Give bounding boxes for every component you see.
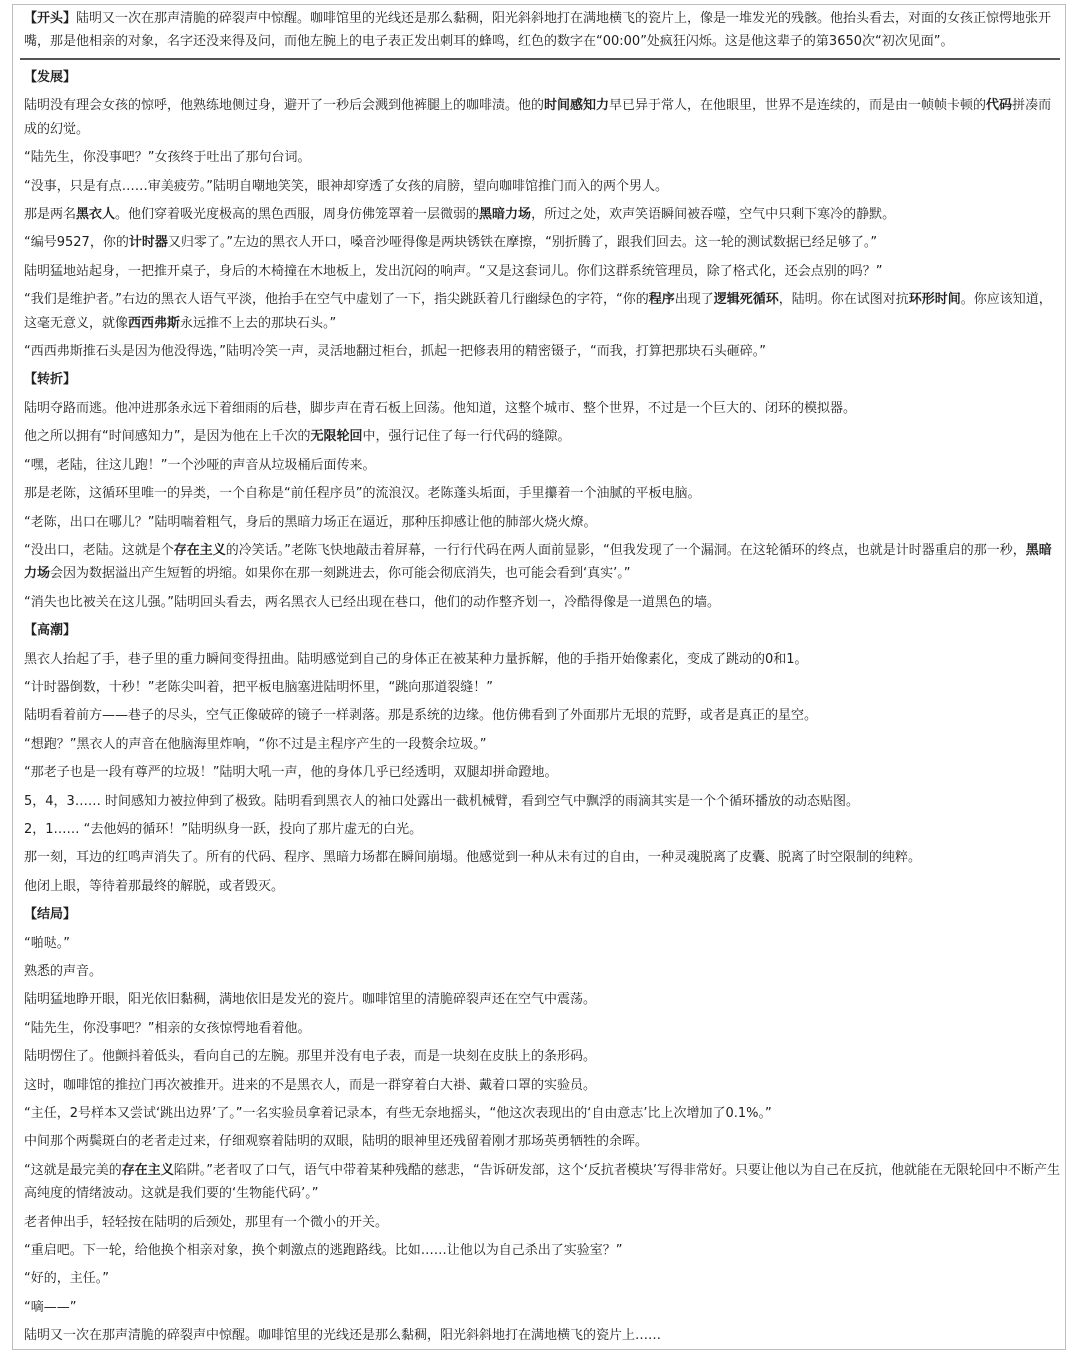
text-run: 陷阱。”老者叹了口气，语气中带着某种残酷的慈悲，“告诉研发部，这个‘反抗者模块’写得非常好。只要让他以为自己在反抗，他就能在无限轮回中不断产生高纯度的情绪波动。这就是我们要的‘生物能代码’。” bbox=[24, 1162, 1061, 1202]
text-run: “陆先生，你没事吧？”女孩终于吐出了那句台词。 bbox=[24, 150, 311, 166]
text-run: 5，4，3…… 时间感知力被拉伸到了极致。陆明看到黑衣人的袖口处露出一截机械臂，看到空气中飘浮的雨滴其实是一个个循环播放的动态贴图。 bbox=[24, 793, 859, 809]
story-paragraph bbox=[24, 960, 1060, 983]
emphasis-text: 存在主义 bbox=[121, 1162, 174, 1178]
text-run: 黑衣人抬起了手，巷子里的重力瞬间变得扭曲。陆明感觉到自己的身体正在被某种力量拆解，他的手指开始像素化，变成了跳动的0和1。 bbox=[24, 651, 808, 667]
emphasis-text: 代码 bbox=[986, 98, 1013, 114]
story-paragraph bbox=[24, 1074, 1060, 1097]
text-run: 那一刻，耳边的红鸣声消失了。所有的代码、程序、黑暗力场都在瞬间崩塌。他感觉到一种从未有过的自由，一种灵魂脱离了皮囊、脱离了时空限制的纯粹。 bbox=[24, 850, 922, 866]
emphasis-text: 程序 bbox=[648, 292, 675, 308]
emphasis-text: 逻辑死循环 bbox=[713, 292, 779, 308]
text-run: “啪哒。” bbox=[24, 935, 70, 951]
text-run: 。他们穿着吸光度极高的黑色西服，周身仿佛笼罩着一层微弱的 bbox=[115, 207, 480, 223]
story-paragraph bbox=[24, 340, 1060, 363]
text-run: “西西弗斯推石头是因为他没得选，”陆明冷笑一声，灵活地翻过柜台，抓起一把修表用的精密镊子，“而我，打算把那块石头砸碎。” bbox=[24, 344, 766, 360]
text-run: “没事，只是有点……审美疲劳。”陆明自嘲地笑笑，眼神却穿透了女孩的肩膀，望向咖啡馆推门而入的两个男人。 bbox=[24, 178, 668, 194]
text-run: “计时器倒数，十秒！”老陈尖叫着，把平板电脑塞进陆明怀里，“跳向那道裂缝！” bbox=[24, 679, 493, 695]
story-paragraph bbox=[24, 94, 1060, 141]
story-paragraph bbox=[24, 591, 1060, 614]
text-run: 中间那个两鬓斑白的老者走过来，仔细观察着陆明的双眼，陆明的眼神里还残留着刚才那场英勇牺牲的余晖。 bbox=[24, 1134, 649, 1150]
text-run: 他之所以拥有“时间感知力”，是因为他在上千次的 bbox=[24, 429, 311, 445]
text-run: 这时，咖啡馆的推拉门再次被推开。进来的不是黑衣人，而是一群穿着白大褂、戴着口罩的实验员。 bbox=[24, 1077, 597, 1093]
text-run: 永远推不上去的那块石头。” bbox=[180, 315, 337, 331]
story-paragraph bbox=[24, 988, 1060, 1011]
story-paragraph bbox=[24, 1211, 1060, 1234]
text-run: “编号9527，你的 bbox=[24, 235, 129, 251]
story-paragraph bbox=[24, 175, 1060, 198]
story-paragraph bbox=[24, 1017, 1060, 1040]
text-run: 拼凑而成的幻觉。 bbox=[24, 98, 1052, 137]
emphasis-text: 计时器 bbox=[128, 235, 168, 251]
section-heading: 【高潮】 bbox=[24, 623, 77, 639]
text-run: “陆先生，你没事吧？”相亲的女孩惊愕地看着他。 bbox=[24, 1020, 311, 1036]
text-run: 陆明愣住了。他颤抖着低头，看向自己的左腕。那里并没有电子表，而是一块刻在皮肤上的条形码。 bbox=[24, 1049, 597, 1065]
text-run: 的冷笑话。”老陈飞快地敲击着屏幕，一行行代码在两人面前显影，“但我发现了一个漏洞。在这轮循环的终点，也就是计时器重启的那一秒， bbox=[225, 542, 1026, 558]
text-run: “好的，主任。” bbox=[24, 1271, 109, 1287]
section-heading: 【发展】 bbox=[24, 70, 77, 85]
emphasis-text: 时间感知力 bbox=[544, 98, 610, 114]
story-paragraph bbox=[24, 704, 1060, 727]
text-run: 陆明又一次在那声清脆的碎裂声中惊醒。咖啡馆里的光线还是那么黏稠，阳光斜斜地打在满地横飞的瓷片上…… bbox=[24, 1328, 662, 1344]
section-heading: 【结局】 bbox=[24, 907, 77, 923]
text-run: 陆明看着前方——巷子的尽头，空气正像破碎的镜子一样剥落。那是系统的边缘。他仿佛看到了外面那片无垠的荒野，或者是真正的星空。 bbox=[24, 708, 818, 724]
story-paragraph bbox=[24, 932, 1060, 955]
story-paragraph bbox=[24, 260, 1060, 283]
text-run: 陆明又一次在那声清脆的碎裂声中惊醒。咖啡馆里的光线还是那么黏稠，阳光斜斜地打在满地横飞的瓷片上，像是一堆发光的残骸。他抬头看去，对面的女孩正惊愕地张开嘴，那是他相亲的对象，名字还没来得及问，而他左腕上的电子表正发出刺耳的蜂鸣，红色的数字在“00:00”处疯狂闪烁。这是他这辈子的第3650次“初次见面”。 bbox=[24, 11, 1052, 49]
story-paragraph bbox=[24, 454, 1060, 477]
text-run: “主任，2号样本又尝试‘跳出边界’了。”一名实验员拿着记录本，有些无奈地摇头，“他这次表现出的‘自由意志’比上次增加了0.1%。” bbox=[24, 1106, 772, 1122]
story-paragraph bbox=[24, 511, 1060, 534]
text-run: 陆明夺路而逃。他冲进那条永远下着细雨的后巷，脚步声在青石板上回荡。他知道，这整个城市、整个世界，不过是一个巨大的、闭环的模拟器。 bbox=[24, 400, 857, 416]
story-paragraph bbox=[24, 648, 1060, 671]
story-paragraph bbox=[24, 733, 1060, 756]
story-paragraph bbox=[24, 1296, 1060, 1319]
emphasis-text: 【开头】 bbox=[24, 11, 77, 26]
text-run: “没出口，老陆。这就是个 bbox=[24, 542, 174, 558]
story-paragraph bbox=[24, 203, 1060, 226]
story-paragraph bbox=[24, 146, 1060, 169]
text-run: “这就是最完美的 bbox=[24, 1162, 122, 1178]
text-run: 早已异于常人，在他眼里，世界不是连续的，而是由一帧帧卡顿的 bbox=[609, 98, 987, 114]
story-body bbox=[24, 66, 1060, 1353]
text-run: 陆明猛地站起身，一把推开桌子，身后的木椅撞在木地板上，发出沉闷的响声。“又是这套词儿。你们这群系统管理员，除了格式化，还会点别的吗？” bbox=[24, 263, 883, 279]
text-run: 那是老陈，这循环里唯一的异类，一个自称是“前任程序员”的流浪汉。老陈蓬头垢面，手里攥着一个油腻的平板电脑。 bbox=[24, 486, 701, 502]
story-paragraph bbox=[24, 1324, 1060, 1347]
text-run: 那是两名 bbox=[24, 207, 77, 223]
emphasis-text: 无限轮回 bbox=[310, 429, 363, 445]
section-heading: 【转折】 bbox=[24, 372, 77, 388]
text-run: 又归零了。”左边的黑衣人开口，嗓音沙哑得像是两块锈铁在摩擦，“别折腾了，跟我们回去。这一轮的测试数据已经足够了。” bbox=[167, 235, 878, 251]
story-paragraph bbox=[24, 761, 1060, 784]
text-run: 出现了 bbox=[674, 292, 714, 308]
story-paragraph bbox=[24, 676, 1060, 699]
story-paragraph bbox=[24, 425, 1060, 448]
intro-paragraph bbox=[24, 7, 1060, 53]
story-paragraph bbox=[24, 846, 1060, 869]
emphasis-text: 西西弗斯 bbox=[128, 315, 181, 331]
text-run: “那老子也是一段有尊严的垃圾！”陆明大吼一声，他的身体几乎已经透明，双腿却拼命蹬地。 bbox=[24, 765, 558, 781]
story-paragraph bbox=[24, 790, 1060, 813]
text-run: 他闭上眼，等待着那最终的解脱，或者毁灭。 bbox=[24, 878, 285, 894]
text-run: “嘿，老陆，往这儿跑！”一个沙哑的声音从垃圾桶后面传来。 bbox=[24, 457, 376, 473]
text-run: “消失也比被关在这儿强。”陆明回头看去，两名黑衣人已经出现在巷口，他们的动作整齐划一，冷酷得像是一道黑色的墙。 bbox=[24, 594, 720, 610]
emphasis-text: 黑暗力场 bbox=[24, 542, 1052, 582]
story-paragraph bbox=[24, 1267, 1060, 1290]
story-paragraph bbox=[24, 1130, 1060, 1153]
text-run: “我们是维护者。”右边的黑衣人语气平淡，他抬手在空气中虚划了一下，指尖跳跃着几行幽绿色的字符，“你的 bbox=[24, 292, 649, 308]
text-run: “老陈，出口在哪儿？”陆明喘着粗气，身后的黑暗力场正在逼近，那种压抑感让他的肺部火烧火燎。 bbox=[24, 514, 597, 530]
emphasis-text: 黑暗力场 bbox=[479, 207, 532, 223]
section-divider bbox=[20, 58, 1060, 60]
text-run: 陆明猛地睁开眼，阳光依旧黏稠，满地依旧是发光的瓷片。咖啡馆里的清脆碎裂声还在空气中震荡。 bbox=[24, 992, 597, 1008]
text-run: “想跑？”黑衣人的声音在他脑海里炸响，“你不过是主程序产生的一段赘余垃圾。” bbox=[24, 736, 487, 752]
story-paragraph bbox=[24, 397, 1060, 420]
text-run: “嘀——” bbox=[24, 1299, 77, 1315]
emphasis-text: 存在主义 bbox=[173, 542, 226, 558]
story-paragraph bbox=[24, 1239, 1060, 1262]
story-paragraph bbox=[24, 1102, 1060, 1125]
story-paragraph bbox=[24, 1045, 1060, 1068]
text-run: “重启吧。下一轮，给他换个相亲对象，换个刺激点的逃跑路线。比如……让他以为自己杀出了实验室？” bbox=[24, 1243, 623, 1259]
text-run: 2，1…… “去他妈的循环！”陆明纵身一跃，投向了那片虚无的白光。 bbox=[24, 821, 423, 837]
text-run: 会因为数据溢出产生短暂的坍缩。如果你在那一刻跳进去，你可能会彻底消失，也可能会看到‘真实’。” bbox=[50, 566, 631, 582]
text-run: ，所过之处，欢声笑语瞬间被吞噬，空气中只剩下寒冷的静默。 bbox=[531, 207, 896, 223]
story-paragraph bbox=[24, 288, 1060, 335]
emphasis-text: 环形时间 bbox=[908, 292, 961, 308]
text-run: 中，强行记住了每一行代码的缝隙。 bbox=[362, 429, 571, 445]
story-paragraph bbox=[24, 482, 1060, 505]
text-run: 老者伸出手，轻轻按在陆明的后颈处，那里有一个微小的开关。 bbox=[24, 1214, 389, 1230]
story-paragraph bbox=[24, 1159, 1060, 1206]
story-paragraph bbox=[24, 231, 1060, 254]
emphasis-text: 黑衣人 bbox=[76, 207, 116, 223]
text-run: 陆明没有理会女孩的惊呼，他熟练地侧过身，避开了一秒后会溅到他裤腿上的咖啡渍。他的 bbox=[24, 98, 545, 114]
story-paragraph bbox=[24, 818, 1060, 841]
story-paragraph bbox=[24, 539, 1060, 586]
story-paragraph bbox=[24, 875, 1060, 898]
text-run: 。你应该知道，这毫无意义，就像 bbox=[24, 292, 1052, 331]
text-run: 熟悉的声音。 bbox=[24, 964, 103, 979]
text-run: ，陆明。你在试图对抗 bbox=[778, 292, 909, 308]
